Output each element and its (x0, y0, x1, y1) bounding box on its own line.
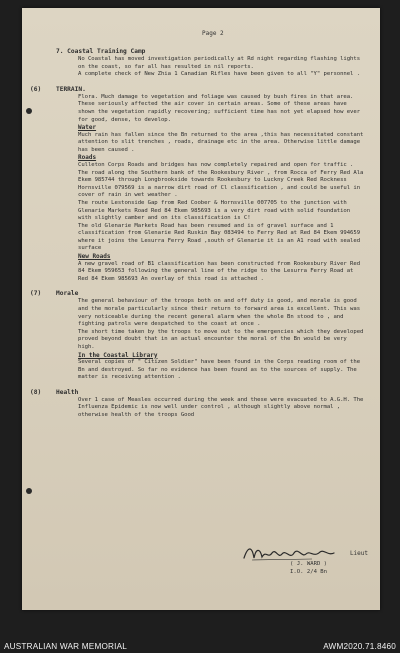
archive-footer (0, 615, 400, 653)
subsection-title: Water (78, 124, 97, 132)
subsection-title: New Roads (78, 253, 111, 261)
catalogue-id: AWM2020.71.8460 (323, 642, 396, 651)
section-number: (6) (30, 85, 42, 93)
paragraph: The old Glenarie Markets Road has been resumed and is of gravel surface and 1 classification from Glenarie Red Ruskin Bay 083494 to Ferry Red at Red 84 Ekem 994659 where it joins the Lesurra Ferry Road ,south of Glenarie it is an A1 road with sealed surface (78, 222, 364, 252)
paragraph: A complete check of New Zhia 1 Canadian Rifles have been given to all "Y" personnel . (78, 71, 361, 78)
section-number: (8) (30, 388, 42, 396)
signatory-rank: Lieut (349, 550, 368, 557)
section-title: Morale (56, 290, 79, 298)
section-number: (7) (30, 290, 42, 298)
subsection-title: Roads (78, 154, 97, 162)
paragraph: A new gravel road of B1 classification has been constructed from Rookesbury River Red 84 Ekem 959653 following the general line of the ridge to the Lesurra Ferry Road at Red 84 Ekem 985693 An overlay of this road is attached . (78, 260, 364, 282)
subsection-title: In the Coastal Library (78, 351, 158, 359)
document-body (30, 48, 370, 427)
section-morale (30, 290, 370, 381)
paragraph: Over 1 case of Measles occurred during the week and these were evacuated to A.G.H. The Influenza Epidemic is now well under control , although slightly above normal , otherwise health of the troops Good (78, 396, 367, 418)
paragraph: No Coastal has moved investigation periodically at Rd night regarding flashing lights on the coast, so far all has resulted in nil reports. (78, 56, 364, 70)
paragraph: The general behaviour of the troops both on and off duty is good, and morale is good and the morale particularly since their return to forward area is excellent. This was very noticeable during the recent general alarm when the whole Bn stood to , and fighting patrols were despatched to the coast at once . (78, 298, 364, 328)
section-terrain (30, 86, 370, 284)
document-page (22, 8, 380, 610)
section-title: 7. Coastal Training Camp (56, 48, 146, 55)
signature-block (242, 544, 372, 584)
paragraph: Culleton Corps Roads and bridges has now completely repaired and open for traffic . The road along the Southern bank of the Rookesbury River , from Rocca of Ferry Red Ala Ekem 985744 through Longbrookside towards Rookesbury to Luckny Creek Red Rockness Hornsville 079569 is a narrow dirt road of Cl classification , and could be useful in cover of rain in wet weather . (78, 161, 367, 199)
section-number (30, 48, 56, 56)
page-number: Page 2 (202, 30, 224, 37)
paragraph: Much rain has fallen since the Bn returned to the area ,this has necessitated constant attention to slit trenches , roads, drainage etc in the area. Otherwise little damage has been caused . (78, 131, 367, 153)
signatory-name: ( J. WARD ) (290, 561, 328, 567)
section-health (30, 389, 370, 420)
paragraph: Flora. Much damage to vegetation and foliage was caused by bush fires in that area. These seriously affected the air cover in certain areas. Some of these areas have shown the vegetation rapidly recovering; sufficient time has not yet elapsed how ever for good, dense, to develop. (78, 93, 364, 123)
section-title: TERRAIN. (56, 85, 86, 93)
section-coastal-training (30, 48, 370, 79)
punch-hole (26, 488, 32, 494)
section-title: Health (56, 388, 79, 396)
institution-label: AUSTRALIAN WAR MEMORIAL (4, 642, 128, 651)
paragraph: The route Lestonside Gap from Red Coober & Hornsville 007705 to the junction with Glenarie Markets Road Red 84 Ekem 985693 is a very dirt road with solid foundation with slightly camber and on its classification is C! (78, 199, 354, 222)
paragraph: Several copies of " Citizen Soldier" have been found in the Corps reading room of the Bn and destroyed. So far no evidence has been found as to the sources of supply. The matter is receiving attention . (78, 359, 364, 381)
paragraph: The short time taken by the troops to move out to the emergencies which they developed proved beyond doubt that in an actual encounter the moral of the Bn would be very high. (78, 328, 367, 350)
signatory-unit: I.O. 2/4 Bn (290, 569, 328, 575)
